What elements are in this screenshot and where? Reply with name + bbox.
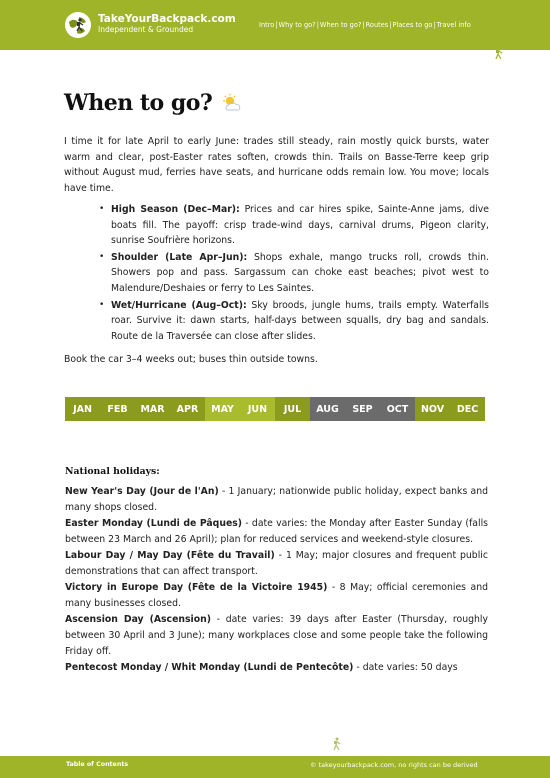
page-title: When to go?: [64, 90, 213, 116]
holiday-name: Ascension Day (Ascension): [65, 614, 211, 625]
month-cell: MAY: [205, 397, 240, 421]
month-cell: JUL: [275, 397, 310, 421]
brand-name: TakeYourBackpack.com: [98, 13, 236, 25]
list-item: [99, 250, 490, 297]
season-label: Shoulder (Late Apr–Jun):: [111, 251, 248, 263]
month-cell: MAR: [135, 397, 170, 421]
nav-item-routes[interactable]: Routes: [365, 21, 389, 29]
holiday-text: - 1 January; nationwide public holiday, expect banks and many shops closed.: [65, 486, 488, 513]
nav-separator: |: [433, 21, 436, 29]
list-item: [65, 484, 488, 516]
list-item: [99, 202, 489, 249]
brand-tagline: Independent & Grounded: [98, 25, 194, 34]
nav-separator: |: [316, 21, 319, 29]
season-text: Prices and car hires spike, Sainte-Anne jams, dive boats fill. The payoff: crisp trade-wind days, carnival drums, Pigeon clarity, sunrise Soufrière horizons.: [111, 204, 489, 247]
month-bar: [65, 397, 485, 421]
list-item: [99, 298, 489, 345]
season-text: Shops exhale, mango trucks roll, crowds thin. Showers pop and pass. Sargassum can choke east beaches; pivot west to Malendure/Deshaies or ferry to Les Saintes.: [111, 251, 490, 294]
sun-cloud-icon: [221, 93, 243, 113]
holiday-name: New Year's Day (Jour de l'An): [65, 486, 219, 497]
month-cell: AUG: [310, 397, 345, 421]
holiday-text: - 8 May; official ceremonies and many businesses closed.: [65, 582, 488, 609]
nav-item-places-to-go[interactable]: Places to go: [392, 21, 433, 29]
nav-separator: |: [362, 21, 365, 29]
bullet-icon: •: [99, 251, 105, 262]
season-label: Wet/Hurricane (Aug–Oct):: [111, 299, 247, 311]
title-row: [64, 90, 243, 120]
month-cell: NOV: [415, 397, 450, 421]
copyright-text: © takeyourbackpack.com, no rights can be derived: [310, 761, 478, 769]
list-item: [65, 660, 488, 676]
holidays-list: [65, 484, 488, 676]
nav-item-intro[interactable]: Intro: [259, 21, 275, 29]
page-header: [0, 0, 550, 50]
list-item: [65, 516, 488, 548]
bullet-icon: •: [99, 204, 105, 214]
nav-item-why-to-go[interactable]: Why to go?: [278, 21, 316, 29]
holiday-name: Victory in Europe Day (Fête de la Victoire 1945): [65, 582, 328, 593]
month-cell: APR: [170, 397, 205, 421]
month-cell: DEC: [450, 397, 485, 421]
brand[interactable]: [98, 13, 236, 35]
hiker-icon: [493, 45, 505, 59]
holiday-name: Labour Day / May Day (Fête du Travail): [65, 550, 275, 561]
month-cell: FEB: [100, 397, 135, 421]
intro-paragraph: I time it for late April to early June: trades still steady, rain mostly quick bursts, water warm and clear, post-Easter rates soften, crowds thin. Trails on Basse-Terre keep grip without August mud, ferries have seats, and hurricane odds remain low. You move; locals have time.: [64, 136, 489, 194]
list-item: [65, 580, 488, 612]
holiday-text: - 1 May; major closures and frequent public demonstrations that can affect transport.: [65, 550, 488, 577]
month-cell: JAN: [65, 397, 100, 421]
list-item: [65, 548, 488, 580]
nav-separator: |: [275, 21, 278, 29]
holidays-heading: National holidays:: [65, 466, 160, 477]
holiday-text: - date varies: 39 days after Easter (Thursday, roughly between 30 April and 3 June); many workplaces close and some people take the following Friday off.: [65, 614, 489, 657]
bullet-icon: •: [99, 299, 105, 310]
top-navigation: [259, 21, 471, 29]
month-cell: SEP: [345, 397, 380, 421]
hiker-icon: [331, 736, 343, 750]
season-text: Sky broods, jungle hums, trails empty. Waterfalls roar. Survive it: dawn starts, half-days between squalls, dry bag and sandals. Route de la Traversée can close after slides.: [111, 299, 489, 342]
season-list: [99, 202, 490, 345]
list-item: [65, 612, 488, 660]
nav-separator: |: [389, 21, 392, 29]
closing-note: Book the car 3–4 weeks out; buses thin outside towns.: [64, 354, 318, 365]
month-cell: JUN: [240, 397, 275, 421]
month-cell: OCT: [380, 397, 415, 421]
season-label: High Season (Dec–Mar):: [111, 204, 240, 215]
holiday-name: Pentecost Monday / Whit Monday (Lundi de Pentecôte): [65, 662, 354, 673]
holiday-text: - date varies: 50 days: [353, 662, 458, 673]
holiday-text: - date varies: the Monday after Easter Sunday (falls between 23 March and 26 April); plan for reduced services and weekend-style closures.: [65, 518, 488, 545]
holiday-name: Easter Monday (Lundi de Pâques): [65, 518, 243, 529]
nav-item-when-to-go[interactable]: When to go?: [319, 21, 362, 29]
globe-hiker-icon: [65, 12, 91, 38]
table-of-contents-link[interactable]: Table of Contents: [66, 761, 129, 768]
nav-item-travel-info[interactable]: Travel info: [436, 21, 471, 29]
